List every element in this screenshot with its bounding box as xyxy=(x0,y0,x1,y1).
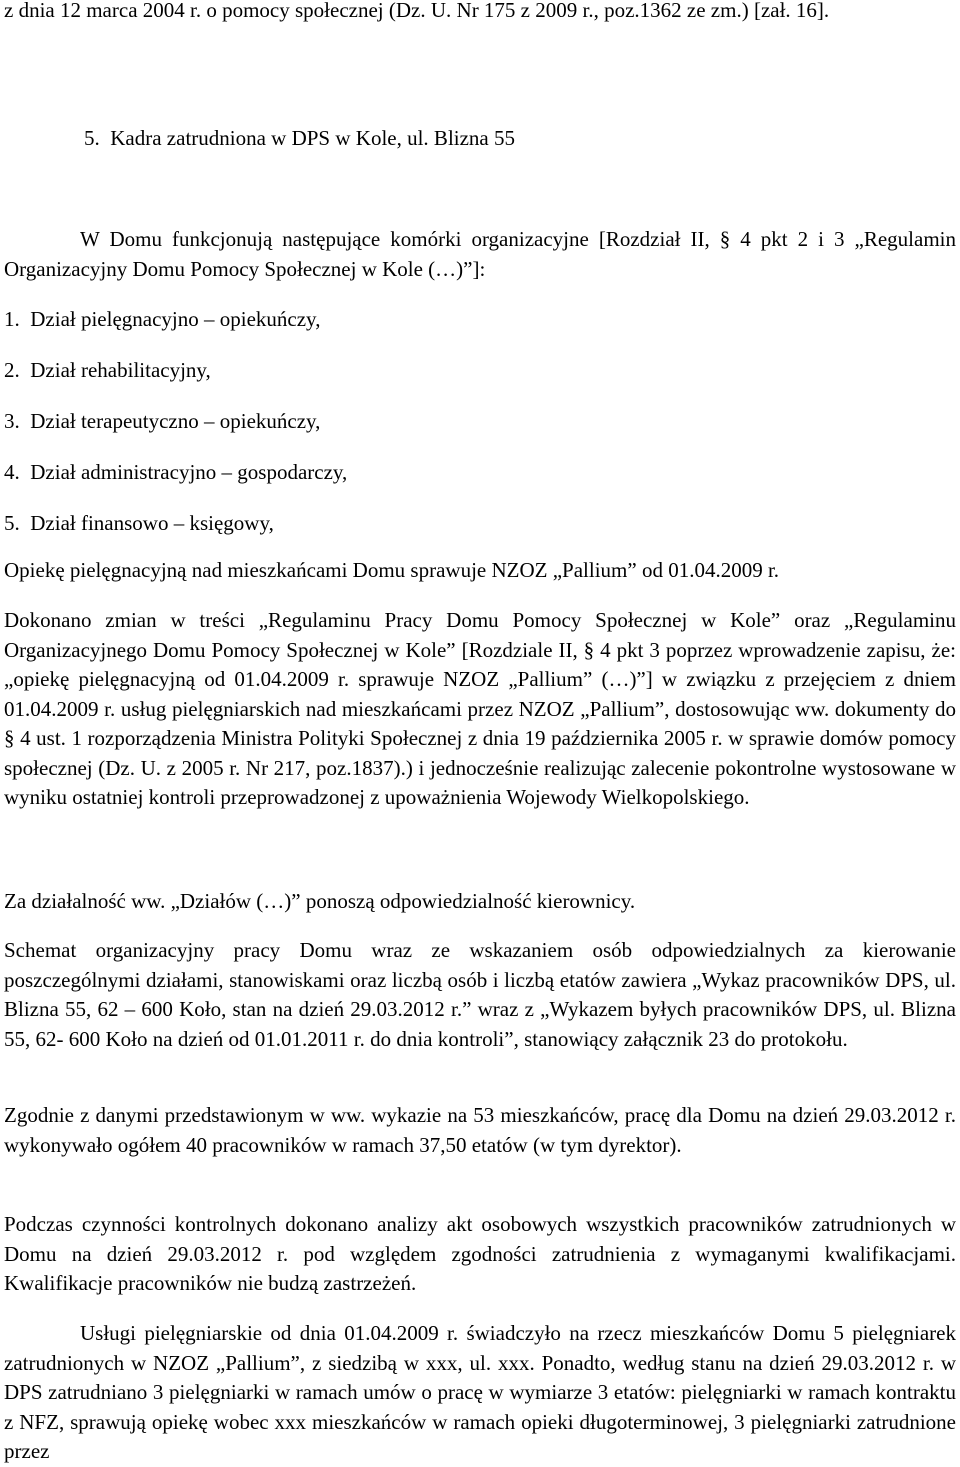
top-fragment-paragraph: z dnia 12 marca 2004 r. o pomocy społecznej (Dz. U. Nr 175 z 2009 r., poz.1362 ze zm.) [zał. 16]. xyxy=(4,0,830,22)
list-item: 3. Dział terapeutyczno – opiekuńczy, xyxy=(4,409,321,433)
care-note-paragraph: Opiekę pielęgnacyjną nad mieszkańcami Domu sprawuje NZOZ „Pallium” od 01.04.2009 r. xyxy=(4,558,780,582)
list-item: 2. Dział rehabilitacyjny, xyxy=(4,358,211,382)
list-item: 5. Dział finansowo – księgowy, xyxy=(4,511,274,535)
schema-paragraph: Schemat organizacyjny pracy Domu wraz ze wskazaniem osób odpowiedzialnych za kierowanie poszczególnymi działami, stanowiskami oraz liczbą osób i liczbą etatów zawiera „Wykaz pracowników DPS, ul. Blizna 55, 62 – 600 Koło, stan na dzień 29.03.2012 r.” wraz z „Wykazem byłych pracowników DPS, ul. Blizna 55, 62- 600 Koło na dzień od 01.01.2011 r. do dnia kontroli”, stanowiący załącznik 23 do protokołu. xyxy=(4,938,956,1051)
analysis-paragraph: Podczas czynności kontrolnych dokonano analizy akt osobowych wszystkich pracowników zatrudnionych w Domu na dzień 29.03.2012 r. pod względem zgodności zatrudnienia z wymaganymi kwalifikacjami. Kwalifikacje pracowników nie budzą zastrzeżeń. xyxy=(4,1212,956,1295)
responsibility-paragraph: Za działalność ww. „Działów (…)” ponoszą odpowiedzialność kierownicy. xyxy=(4,889,636,913)
list-item: 4. Dział administracyjno – gospodarczy, xyxy=(4,460,348,484)
intro-paragraph: W Domu funkcjonują następujące komórki organizacyjne [Rozdział II, § 4 pkt 2 i 3 „Regulamin Organizacyjny Domu Pomocy Społecznej w Kole (…)”]: xyxy=(4,227,956,281)
changes-paragraph: Dokonano zmian w treści „Regulaminu Pracy Domu Pomocy Społecznej w Kole” oraz „Regulaminu Organizacyjnego Domu Pomocy Społecznej w Kole” [Rozdziale II, § 4 pkt 3 poprzez wprowadzenie zapisu, że: „opiekę pielęgnacyjną od 01.04.2009 r. sprawuje NZOZ „Pallium” (…)”] w związku z przejęciem z dniem 01.04.2009 r. usług pielęgniarskich nad mieszkańcami przez NZOZ „Pallium”, dostosowując ww. dokumenty do § 4 ust. 1 rozporządzenia Ministra Polityki Społecznej z dnia 19 października 2005 r. w sprawie domów pomocy społecznej (Dz. U. z 2005 r. Nr 217, poz.1837).) i jednocześnie realizując zalecenie pokontrolne wystosowane w wyniku ostatniej kontroli przeprowadzonej z upoważnienia Wojewody Wielkopolskiego. xyxy=(4,608,956,809)
section-heading: 5. Kadra zatrudniona w DPS w Kole, ul. Blizna 55 xyxy=(84,126,516,150)
nursing-paragraph: Usługi pielęgniarskie od dnia 01.04.2009 r. świadczyło na rzecz mieszkańców Domu 5 pielęgniarek zatrudnionych w NZOZ „Pallium”, z siedzibą w xxx, ul. xxx. Ponadto, według stanu na dzień 29.03.2012 r. w DPS zatrudniano 3 pielęgniarki w ramach umów o pracę w wymiarze 3 etatów: pielęgniarki w ramach kontraktu z NFZ, sprawują opiekę wobec xxx mieszkańców w ramach opieki długoterminowej, 3 pielęgniarki zatrudnione przez xyxy=(4,1321,956,1463)
staff-paragraph: Zgodnie z danymi przedstawionym w ww. wykazie na 53 mieszkańców, pracę dla Domu na dzień 29.03.2012 r. wykonywało ogółem 40 pracowników w ramach 37,50 etatów (w tym dyrektor). xyxy=(4,1103,956,1157)
list-item: 1. Dział pielęgnacyjno – opiekuńczy, xyxy=(4,307,321,331)
